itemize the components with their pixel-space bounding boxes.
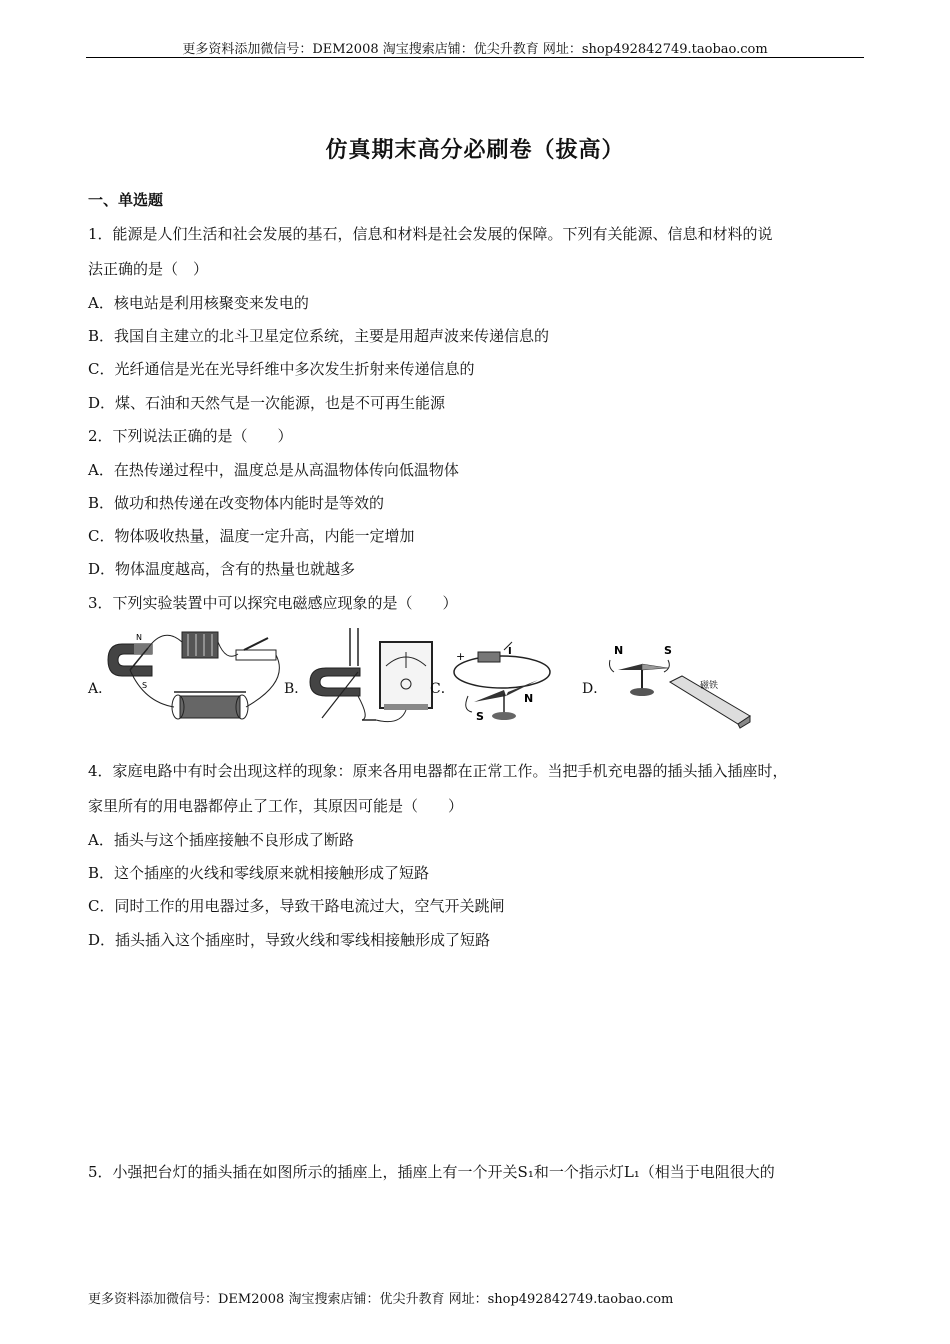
q4-option-d: D．插头插入这个插座时，导致火线和零线相接触形成了短路	[88, 931, 491, 949]
q1-option-d: D．煤、石油和天然气是一次能源，也是不可再生能源	[88, 394, 446, 412]
q3-label-a: A．	[88, 681, 113, 697]
q2-option-b: B．做功和热传递在改变物体内能时是等效的	[88, 494, 385, 512]
page-title: 仿真期末高分必刷卷（拔高）	[325, 137, 625, 163]
q1-stem-line-2: 法正确的是（ ）	[88, 260, 209, 278]
q3-figure-b	[300, 622, 440, 728]
q3a-n-label: N	[136, 633, 142, 642]
q3-label-b: B．	[284, 681, 309, 697]
q3-figure-d	[604, 640, 754, 730]
q3d-magnet-label: 磁铁	[700, 681, 719, 691]
q3-label-c: C．	[430, 681, 455, 697]
q3-label-d: D．	[582, 681, 608, 697]
q3c-n-label: N	[524, 692, 534, 705]
q5-stem-line-1: 5．小强把台灯的插头插在如图所示的插座上，插座上有一个开关S₁和一个指示灯L₁（相当于电阻很大的	[88, 1163, 775, 1181]
section-heading: 一、单选题	[88, 191, 164, 209]
q3c-current-label: I	[508, 646, 512, 657]
q3d-s-label: S	[664, 644, 672, 657]
q1-stem-line-1: 1．能源是人们生活和社会发展的基石，信息和材料是社会发展的保障。下列有关能源、信息和材料的说	[88, 225, 773, 243]
q3-figure-c	[448, 640, 556, 724]
q1-option-a: A．核电站是利用核聚变来发电的	[88, 294, 309, 312]
q4-option-b: B．这个插座的火线和零线原来就相接触形成了短路	[88, 864, 430, 882]
q3a-s-label: S	[142, 681, 148, 690]
q2-option-c: C．物体吸收热量，温度一定升高，内能一定增加	[88, 527, 415, 545]
q2-option-a: A．在热传递过程中，温度总是从高温物体传向低温物体	[88, 461, 459, 479]
q3c-s-label: S	[476, 710, 484, 723]
page-header: 更多资料添加微信号：DEM2008 淘宝搜索店铺：优尖升教育 网址：shop492842749.taobao.com	[182, 42, 768, 57]
q4-stem-line-2: 家里所有的用电器都停止了工作，其原因可能是（ ）	[88, 797, 464, 815]
q4-stem-line-1: 4．家庭电路中有时会出现这样的现象：原来各用电器都在正常工作。当把手机充电器的插头插入插座时，	[88, 762, 788, 780]
q3d-n-label: N	[614, 644, 624, 657]
q3c-plus-label: +	[456, 650, 466, 663]
q4-option-c: C．同时工作的用电器过多，导致干路电流过大，空气开关跳闸	[88, 897, 505, 915]
q1-option-b: B．我国自主建立的北斗卫星定位系统，主要是用超声波来传递信息的	[88, 327, 550, 345]
q3-figure-a	[104, 622, 290, 728]
q1-option-c: C．光纤通信是光在光导纤维中多次发生折射来传递信息的	[88, 360, 475, 378]
q2-option-d: D．物体温度越高，含有的热量也就越多	[88, 560, 356, 578]
header-divider	[86, 57, 864, 58]
page-footer: 更多资料添加微信号：DEM2008 淘宝搜索店铺：优尖升教育 网址：shop492842749.taobao.com	[88, 1292, 674, 1307]
q2-stem: 2．下列说法正确的是（ ）	[88, 427, 293, 445]
q3-stem: 3．下列实验装置中可以探究电磁感应现象的是（ ）	[88, 594, 458, 612]
q4-option-a: A．插头与这个插座接触不良形成了断路	[88, 831, 354, 849]
